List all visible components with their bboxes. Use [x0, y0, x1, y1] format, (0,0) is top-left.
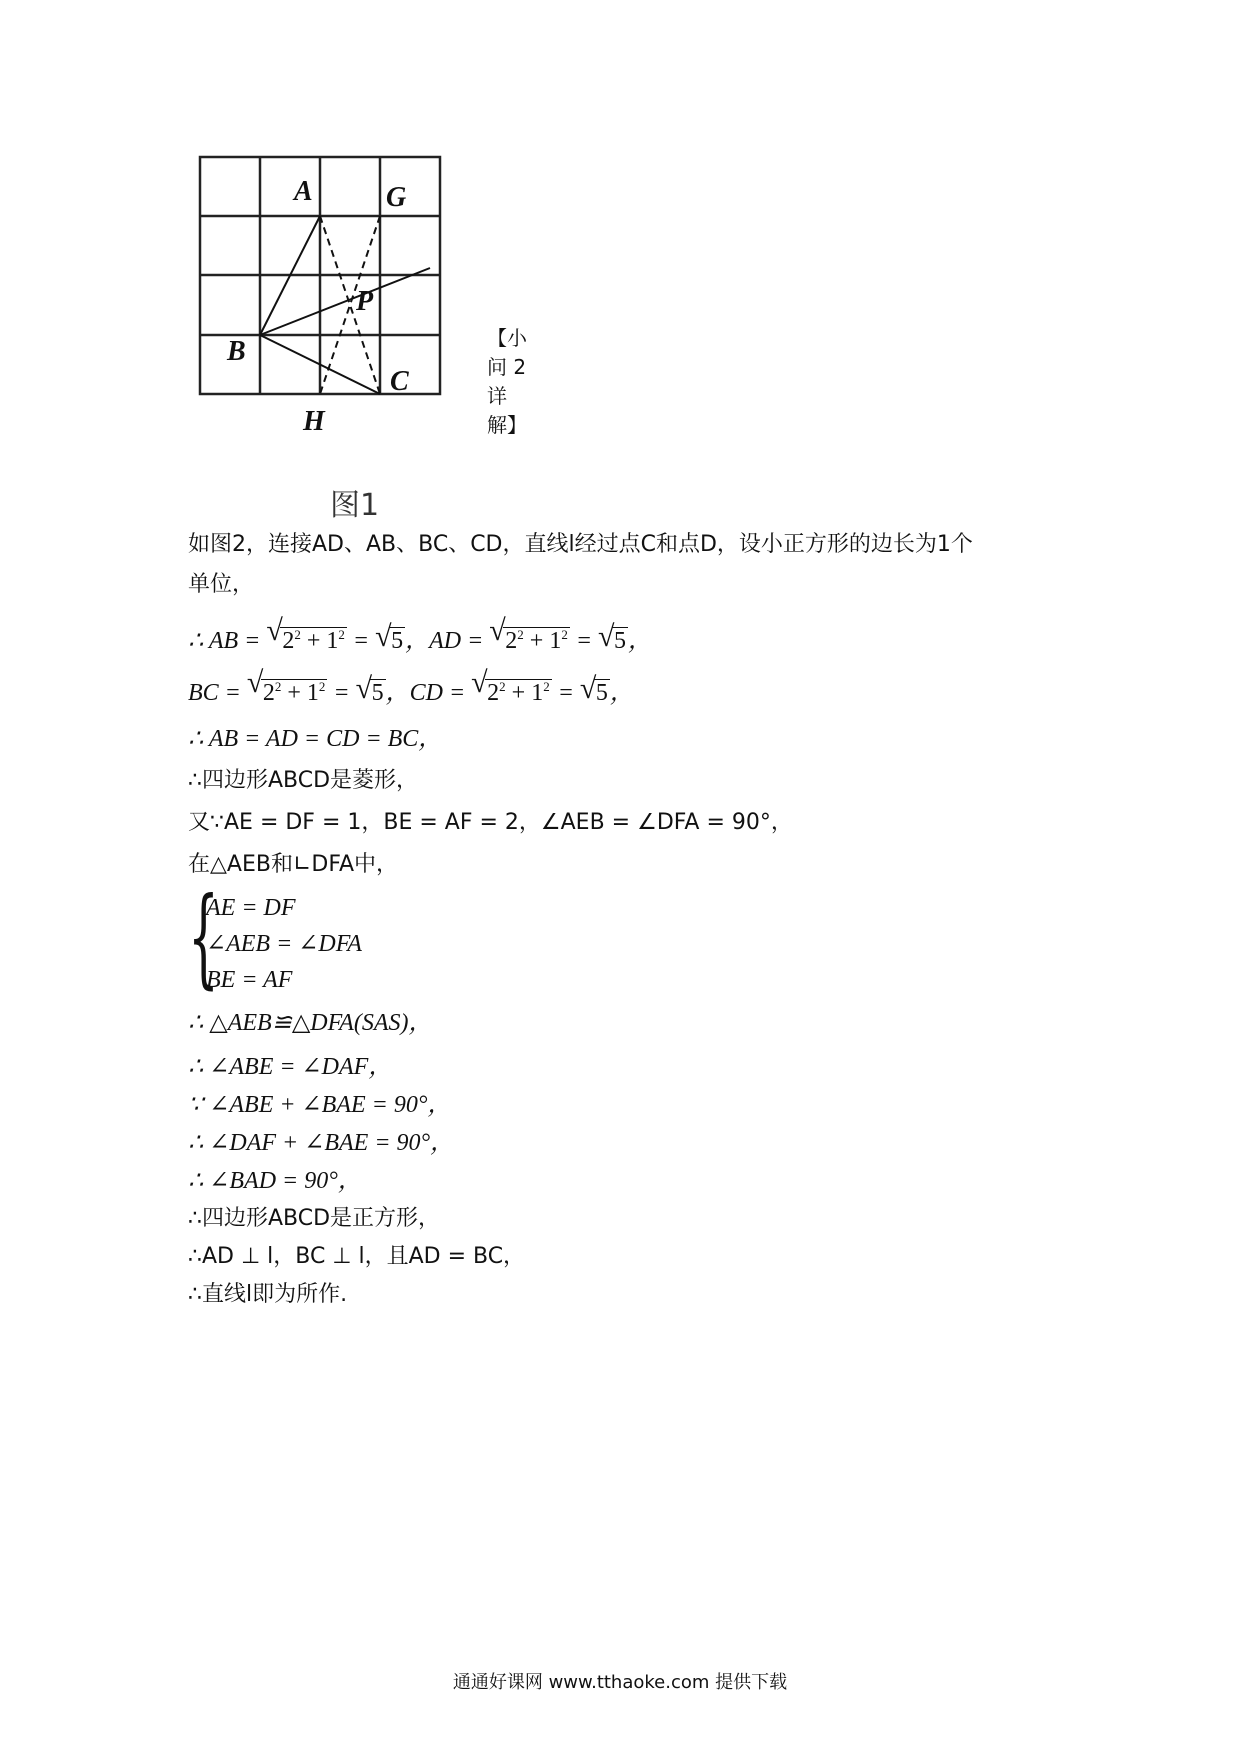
angle-bad-line: ∴ ∠BAD = 90°， — [188, 1168, 362, 1194]
label-p: P — [356, 286, 374, 317]
label-h: H — [303, 406, 325, 437]
condition-2: ∠AEB = ∠DFA — [206, 931, 362, 957]
segment-bp — [260, 268, 430, 335]
label-g: G — [386, 182, 407, 213]
rhombus-line: ∴四边形ABCD是菱形， — [188, 768, 419, 793]
congruent-line: ∴ △AEB≌△DFA(SAS)， — [188, 1010, 433, 1036]
section-heading: 【小问 2 详解】 — [487, 326, 527, 437]
intro-line-cont: 单位， — [188, 572, 255, 597]
conclusion-line: ∴直线l即为所作. — [188, 1282, 348, 1307]
angle-eq-line: ∴ ∠ABE = ∠DAF， — [188, 1054, 393, 1080]
given-line: 又∵AE = DF = 1，BE = AF = 2，∠AEB = ∠DFA = 90°， — [188, 810, 793, 835]
angle-sum-line: ∵ ∠ABE + ∠BAE = 90°， — [188, 1092, 452, 1118]
label-a: A — [294, 176, 313, 207]
angle-sum2-line: ∴ ∠DAF + ∠BAE = 90°， — [188, 1130, 455, 1156]
solution-text — [188, 530, 1068, 1310]
equation-ab-ad: ∴ AB = √ $2^2 + 1^2$ = √ 5，AD = √ $2^2 + 1^2$ = √ 5， — [188, 614, 653, 654]
square-line: ∴四边形ABCD是正方形， — [188, 1206, 441, 1231]
left-brace: { — [188, 875, 219, 1000]
congruence-conditions — [188, 875, 1068, 1000]
triangle-line: 在△AEB和∟DFA中， — [188, 852, 399, 877]
label-c: C — [390, 366, 409, 397]
label-b: B — [227, 336, 246, 367]
condition-1: AE = DF — [206, 895, 296, 921]
equal-chain: ∴ AB = AD = CD = BC， — [188, 726, 443, 752]
grid-figure — [190, 150, 527, 523]
equation-bc-cd: BC = √ $2^2 + 1^2$ = √ 5，CD = √ $2^2 + 1^2$ = √ 5， — [188, 666, 634, 706]
condition-3: BE = AF — [206, 967, 293, 993]
footer: 通通好课网 www.tthaoke.com 提供下载 — [452, 1672, 788, 1693]
grid-diagram — [190, 150, 490, 480]
figure-caption: 图1 — [330, 488, 380, 523]
intro-line: 如图2，连接AD、AB、BC、CD，直线l经过点C和点D，设小正方形的边长为1个 — [188, 532, 973, 557]
perpendicular-line: ∴AD ⊥ l，BC ⊥ l，且AD = BC， — [188, 1244, 526, 1269]
